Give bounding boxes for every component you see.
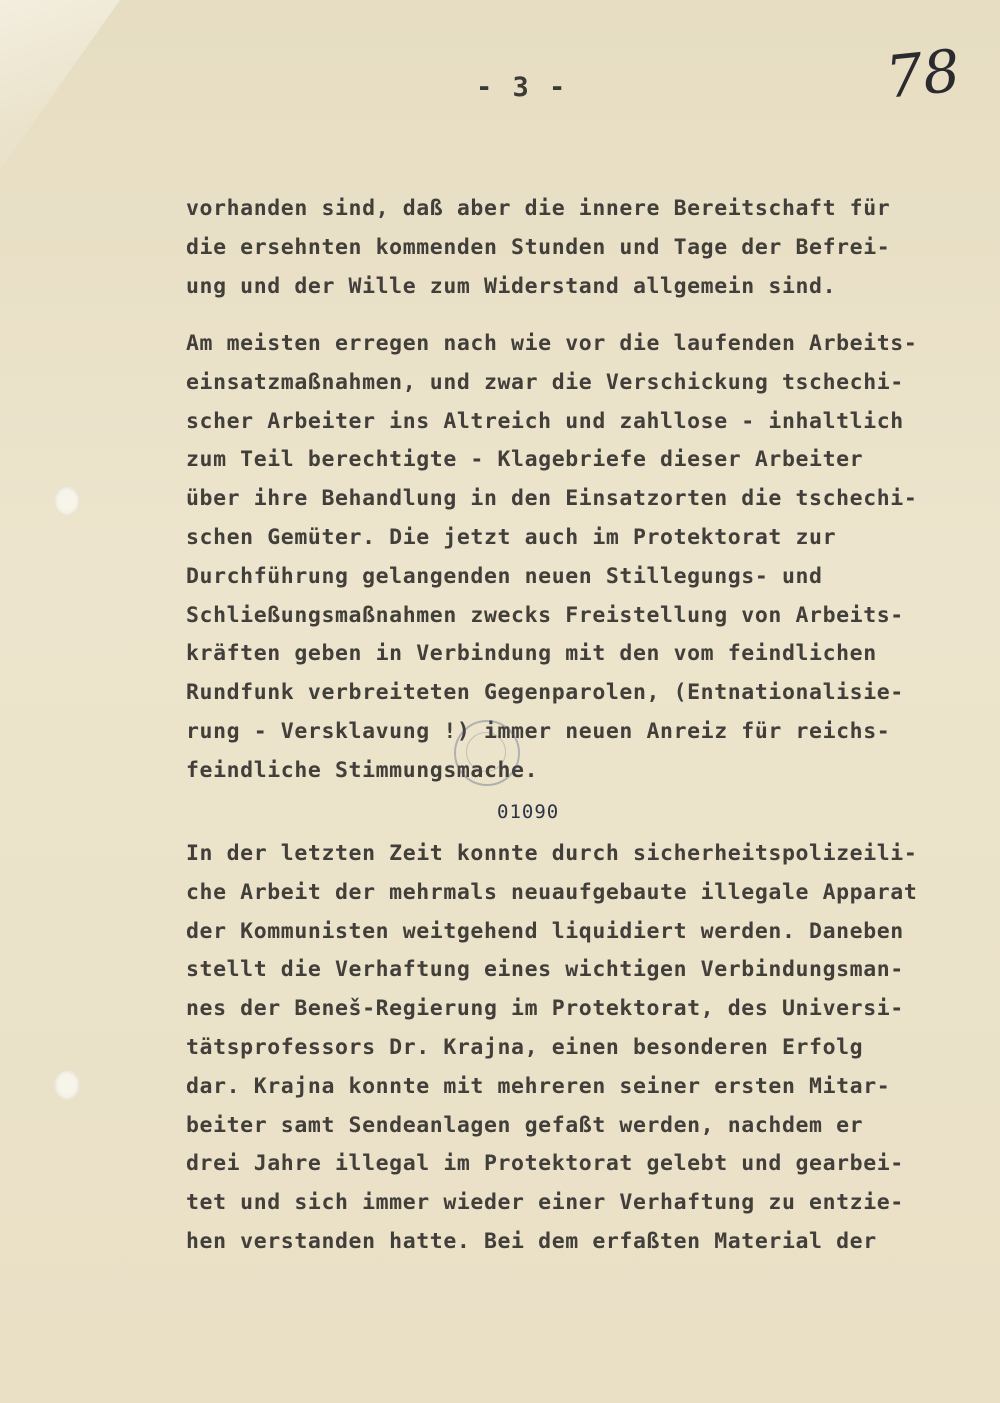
text-line: beiter samt Sendeanlagen gefaßt werden, nachdem er <box>186 1112 864 1138</box>
text-line: Rundfunk verbreiteten Gegenparolen, (Entnationalisie- <box>186 680 904 706</box>
text-line: kräften geben in Verbindung mit den vom feindlichen <box>186 641 877 667</box>
text-line: In der letzten Zeit konnte durch sicherheitspolizeili- <box>186 841 918 866</box>
handwritten-folio-number: 78 <box>882 36 964 112</box>
text-line: scher Arbeiter ins Altreich und zahllose - inhaltlich <box>186 408 904 434</box>
text-line: schen Gemüter. Die jetzt auch im Protektorat zur <box>186 524 837 550</box>
text-line: stellt die Verhaftung eines wichtigen Verbindungsman- <box>186 957 904 983</box>
text-line: che Arbeit der mehrmals neuaufgebaute illegale Apparat <box>186 879 918 905</box>
text-line: ung und der Wille zum Widerstand allgemein sind. <box>186 273 837 299</box>
text-line: die ersehnten kommenden Stunden und Tage der Befrei- <box>186 234 891 260</box>
text-line: hen verstanden hatte. Bei dem erfaßten Material der <box>186 1228 877 1254</box>
paragraph-3 <box>186 835 998 1262</box>
text-line: rung - Versklavung !) immer neuen Anreiz für reichs- <box>186 718 891 744</box>
text-line: feindliche Stimmungsmache. <box>186 757 539 783</box>
punch-hole <box>54 486 80 516</box>
text-line: über ihre Behandlung in den Einsatzorten die tschechi- <box>186 486 918 512</box>
text-line: Durchführung gelangenden neuen Stillegungs- und <box>186 563 823 589</box>
text-line: dar. Krajna konnte mit mehreren seiner ersten Mitar- <box>186 1073 891 1099</box>
text-line: zum Teil berechtigte - Klagebriefe dieser Arbeiter <box>186 447 864 473</box>
text-line: einsatzmaßnahmen, und zwar die Verschickung tschechi- <box>186 369 904 395</box>
text-line: drei Jahre illegal im Protektorat gelebt und gearbei- <box>186 1151 904 1177</box>
punch-hole <box>54 1070 80 1100</box>
paragraph-1 <box>186 190 998 306</box>
text-line: Am meisten erregen nach wie vor die laufenden Arbeits- <box>186 331 918 356</box>
text-line: tet und sich immer wieder einer Verhaftung zu entzie- <box>186 1190 904 1216</box>
text-line: Schließungsmaßnahmen zwecks Freistellung von Arbeits- <box>186 602 904 628</box>
archive-stamp <box>454 720 520 786</box>
page-number: - 3 - <box>476 72 568 103</box>
archive-stamp-number: 01090 <box>497 801 560 823</box>
paragraph-2 <box>186 325 998 791</box>
text-line: vorhanden sind, daß aber die innere Bereitschaft für <box>186 196 891 221</box>
text-line: der Kommunisten weitgehend liquidiert werden. Daneben <box>186 918 904 944</box>
folded-corner <box>0 0 120 170</box>
text-line: tätsprofessors Dr. Krajna, einen besonderen Erfolg <box>186 1034 864 1060</box>
text-line: nes der Beneš-Regierung im Protektorat, des Universi- <box>186 996 904 1022</box>
